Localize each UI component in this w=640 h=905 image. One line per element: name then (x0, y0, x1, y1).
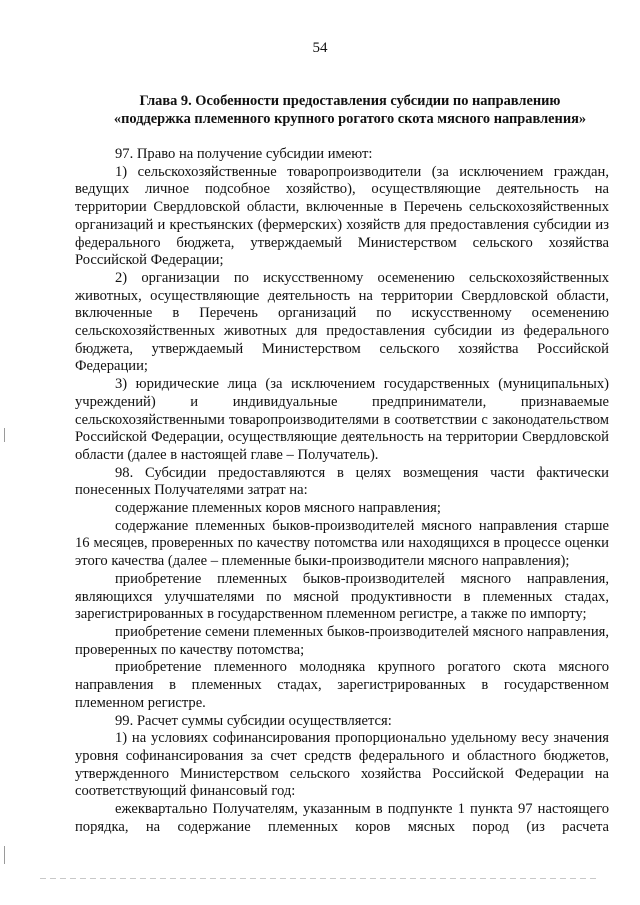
body-text (75, 146, 609, 836)
scan-margin-mark (4, 846, 5, 864)
paragraph-98-item-young-stock: приобретение племенного молодняка крупного рогатого скота мясного направления в племенных стадах, зарегистрированных в государственном племенном регистре. (75, 659, 609, 711)
paragraph-98-item-cows: содержание племенных коров мясного направления; (115, 500, 441, 517)
page-number: 54 (312, 40, 328, 56)
paragraph-98-item-bull-purchase: приобретение племенных быков-производителей мясного направления, являющихся улучшателями по мясной продуктивности в племенных стадах, зарегистрированных в государственном племенном регистре, а также по импорту; (75, 570, 609, 623)
paragraph-97-item-3: 3) юридические лица (за исключением государственных (муниципальных) учреждений) и индивидуальные предприниматели, признаваемые сельскохозяйственными товаропроизводителями в соответствии с законодательством Российской Федерации, осуществляющие деятельность на территории Свердловской области (далее в настоящей главе – Получатель). (75, 376, 609, 463)
paragraph-97-item-2: 2) организации по искусственному осеменению сельскохозяйственных животных, осуществляющие деятельность на территории Свердловской области, включенные в Перечень организаций по искусственному осеменению сельскохозяйственных животных для предоставления субсидии из федерального бюджета, утверждаемый Министерством сельского хозяйства Российской Федерации; (75, 269, 609, 375)
paragraph-98-item-semen: приобретение семени племенных быков-производителей мясного направления, проверенных по качеству потомства; (75, 623, 609, 658)
chapter-title-line-1: Глава 9. Особенности предоставления субсидии по направлению (139, 93, 561, 109)
paragraph-99-quarterly: ежеквартально Получателям, указанным в подпункте 1 пункта 97 настоящего порядка, на содержание племенных коров мясных пород (из расчета (75, 801, 609, 835)
scan-margin-mark (4, 428, 5, 442)
chapter-title-line-2: «поддержка племенного крупного рогатого скота мясного направления» (113, 111, 587, 127)
paragraph-98: 98. Субсидии предоставляются в целях возмещения части фактически понесенных Получателями затрат на: (75, 464, 609, 499)
paragraph-99-item-1: 1) на условиях софинансирования пропорционально удельному весу значения уровня софинансирования за счет средств федерального и областного бюджетов, утвержденного Министерством сельского хозяйства Российской Федерации на соответствующий финансовый год: (75, 730, 609, 800)
paragraph-97-item-1: 1) сельскохозяйственные товаропроизводители (за исключением граждан, ведущих личное подсобное хозяйство), осуществляющие деятельность на территории Свердловской области, включенные в Перечень сельскохозяйственных организаций и крестьянских (фермерских) хозяйств для предоставления субсидии из федерального бюджета, утверждаемый Министерством сельского хозяйства Российской Федерации; (75, 163, 609, 269)
chapter-title (90, 92, 610, 128)
paragraph-97: 97. Право на получение субсидии имеют: (115, 146, 373, 162)
scan-bottom-edge (40, 878, 600, 879)
paragraph-98-item-bulls: содержание племенных быков-производителей мясного направления старше 16 месяцев, проверенных по качеству потомства или находящихся в процессе оценки этого качества (далее – племенные быки-производители мясного направления); (75, 517, 609, 570)
paragraph-99: 99. Расчет суммы субсидии осуществляется: (115, 712, 392, 729)
